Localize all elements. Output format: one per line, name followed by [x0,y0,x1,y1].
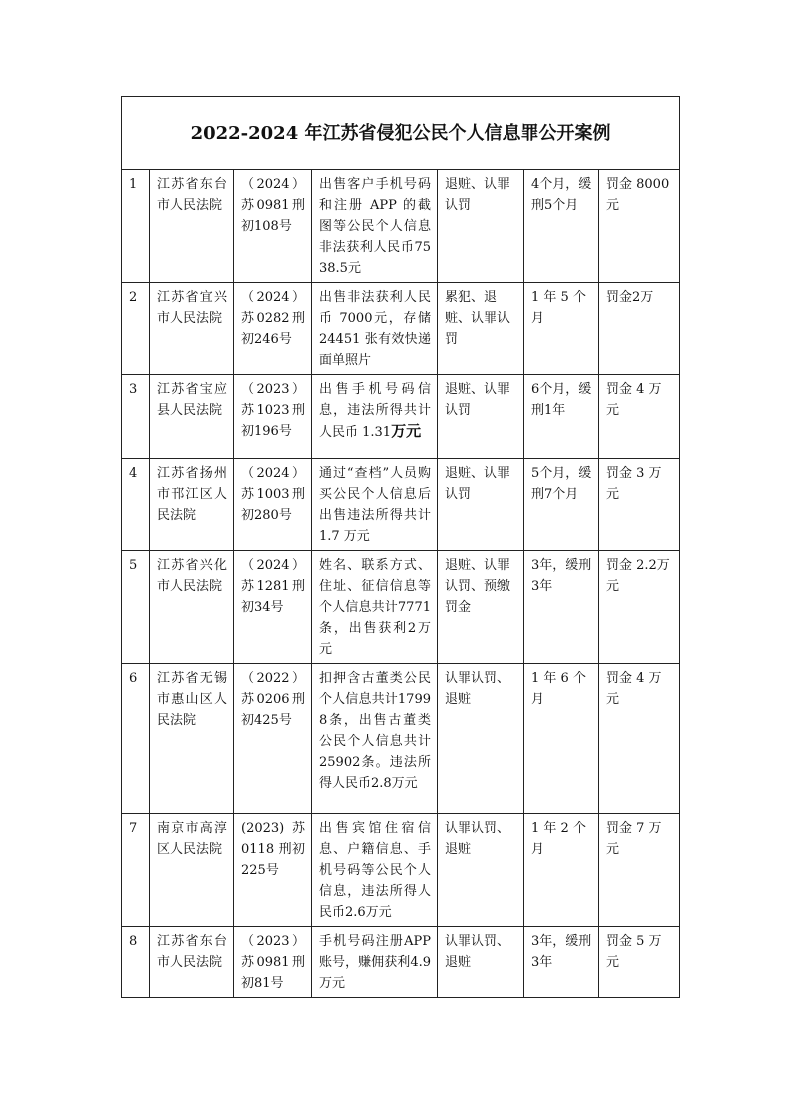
case-reference: （2022）苏0206刑初425号 [234,664,312,814]
case-number: 6 [122,664,150,814]
case-fine: 罚金 5 万元 [599,927,680,998]
table-row [122,170,680,283]
case-circumstances: 退赃、认罪认罚、预缴罚金 [438,551,524,664]
table-row [122,375,680,459]
court-name: 江苏省东台市人民法院 [150,170,234,283]
case-fine: 罚金 2.2万元 [599,551,680,664]
case-facts: 姓名、联系方式、住址、征信信息等个人信息共计7771条，出售获利2万元 [312,551,438,664]
title-row [122,97,680,170]
court-name: 江苏省扬州市邗江区人民法院 [150,459,234,551]
case-sentence: 1 年 5 个月 [524,283,599,375]
case-facts [312,375,438,459]
case-sentence: 3年，缓刑3年 [524,927,599,998]
case-fine: 罚金 7 万元 [599,814,680,927]
case-facts: 扣押含古董类公民个人信息共计17998条，出售古董类公民个人信息共计25902条。违法所得人民币2.8万元 [312,664,438,814]
table-row [122,459,680,551]
case-facts: 出售客户手机号码和注册 APP 的截图等公民个人信息非法获利人民币7538.5元 [312,170,438,283]
case-reference: （2023）苏1023刑初196号 [234,375,312,459]
case-circumstances: 认罪认罚、退赃 [438,664,524,814]
case-fine: 罚金2万 [599,283,680,375]
case-number: 5 [122,551,150,664]
court-name: 江苏省东台市人民法院 [150,927,234,998]
case-reference: （2023）苏0981刑初81号 [234,927,312,998]
case-circumstances: 认罪认罚、退赃 [438,927,524,998]
case-facts: 出售宾馆住宿信息、户籍信息、手机号码等公民个人信息，违法所得人民币2.6万元 [312,814,438,927]
court-name: 江苏省兴化市人民法院 [150,551,234,664]
table-row [122,551,680,664]
case-sentence: 6个月，缓刑1年 [524,375,599,459]
case-sentence: 1 年 2 个月 [524,814,599,927]
case-number: 2 [122,283,150,375]
case-facts: 手机号码注册APP账号，赚佣获利4.9万元 [312,927,438,998]
case-number: 8 [122,927,150,998]
case-number: 7 [122,814,150,927]
case-facts: 通过“查档”人员购买公民个人信息后出售违法所得共计 1.7 万元 [312,459,438,551]
court-name: 江苏省宝应县人民法院 [150,375,234,459]
case-reference: （2024）苏1003刑初280号 [234,459,312,551]
case-sentence: 5个月，缓刑7个月 [524,459,599,551]
table-title: 2022-2024 年江苏省侵犯公民个人信息罪公开案例 [122,97,680,170]
case-facts-text: 出售手机号码信息，违法所得共计人民币 1.31 [319,382,431,440]
case-circumstances: 退赃、认罪认罚 [438,375,524,459]
case-sentence: 1 年 6 个月 [524,664,599,814]
case-reference: （2024）苏0981刑初108号 [234,170,312,283]
case-fine: 罚金 3 万元 [599,459,680,551]
table-row [122,814,680,927]
table-row [122,927,680,998]
case-facts-unit: 万元 [391,422,422,440]
court-name: 江苏省无锡市惠山区人民法院 [150,664,234,814]
court-name: 南京市高淳区人民法院 [150,814,234,927]
table-row [122,664,680,814]
table-row [122,283,680,375]
case-number: 3 [122,375,150,459]
case-reference: （2024）苏1281刑初34号 [234,551,312,664]
case-circumstances: 认罪认罚、退赃 [438,814,524,927]
case-sentence: 4个月，缓刑5个月 [524,170,599,283]
case-fine: 罚金 8000元 [599,170,680,283]
case-number: 1 [122,170,150,283]
case-reference: (2023) 苏0118 刑初225号 [234,814,312,927]
case-circumstances: 退赃、认罪认罚 [438,170,524,283]
case-sentence: 3年，缓刑3年 [524,551,599,664]
case-circumstances: 累犯、退赃、认罪认罚 [438,283,524,375]
case-fine: 罚金 4 万元 [599,375,680,459]
case-reference: （2024）苏0282刑初246号 [234,283,312,375]
case-fine: 罚金 4 万元 [599,664,680,814]
case-facts: 出售非法获利人民币 7000元，存储 24451 张有效快递面单照片 [312,283,438,375]
court-name: 江苏省宜兴市人民法院 [150,283,234,375]
case-number: 4 [122,459,150,551]
case-circumstances: 退赃、认罪认罚 [438,459,524,551]
cases-table [121,96,680,998]
